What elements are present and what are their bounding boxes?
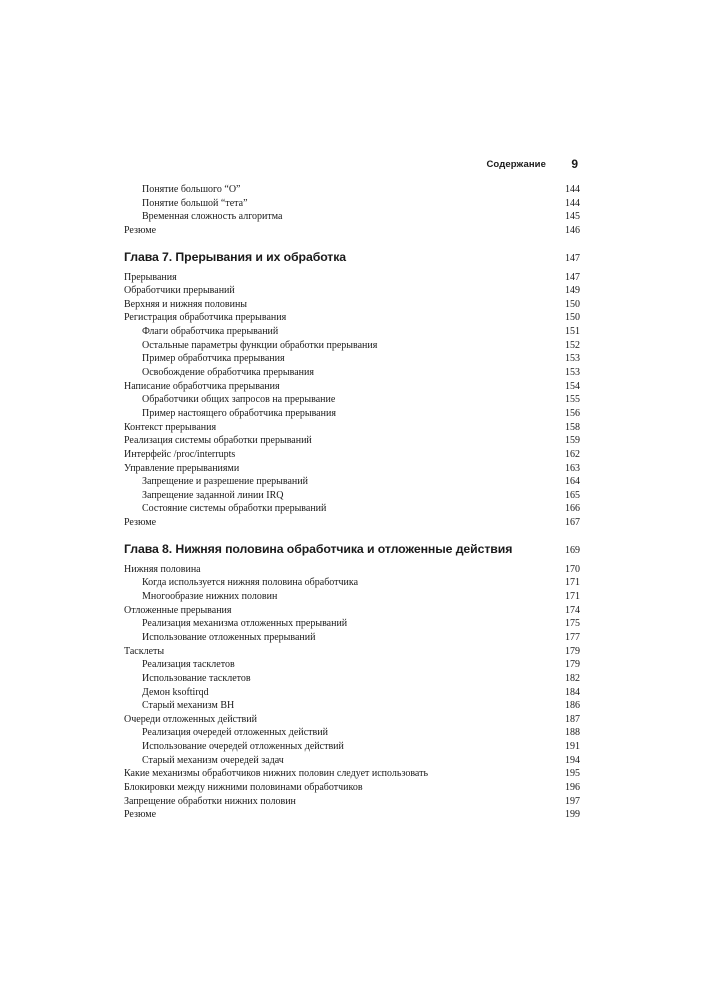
toc-entry-page: 196 bbox=[565, 781, 580, 793]
toc-entry bbox=[124, 645, 580, 659]
toc-subentry bbox=[124, 699, 580, 713]
toc-entry-title: Реализация тасклетов bbox=[142, 659, 235, 671]
toc-entry-page: 197 bbox=[565, 795, 580, 807]
toc-entry bbox=[124, 767, 580, 781]
toc-entry-title: Старый механизм BH bbox=[142, 700, 235, 712]
running-head bbox=[124, 157, 580, 173]
toc-entry-title: Прерывания bbox=[124, 271, 177, 283]
toc-entry-title: Верхняя и нижняя половины bbox=[124, 298, 248, 310]
toc-entry-title: Написание обработчика прерывания bbox=[124, 380, 280, 392]
toc-entry-page: 187 bbox=[565, 713, 580, 725]
toc-entry bbox=[124, 298, 580, 312]
toc-entry-page: 149 bbox=[565, 285, 580, 297]
toc-subentry bbox=[124, 617, 580, 631]
toc-entry-title: Очереди отложенных действий bbox=[124, 713, 257, 725]
toc-entry-page: 167 bbox=[565, 517, 580, 529]
toc-entry bbox=[124, 224, 580, 238]
toc-subentry bbox=[124, 631, 580, 645]
toc-entry-title: Флаги обработчика прерываний bbox=[142, 326, 279, 338]
toc-subentry bbox=[124, 489, 580, 503]
toc-entry-page: 179 bbox=[565, 645, 580, 657]
toc-subentry bbox=[124, 658, 580, 672]
toc-entry-title: Резюме bbox=[124, 809, 157, 821]
toc-subentry bbox=[124, 366, 580, 380]
toc-entry-title: Запрещение заданной линии IRQ bbox=[142, 489, 284, 501]
toc-entry bbox=[124, 448, 580, 462]
toc-subentry bbox=[124, 339, 580, 353]
toc-entry-title: Когда используется нижняя половина обработчика bbox=[142, 577, 359, 589]
toc-subentry bbox=[124, 352, 580, 366]
toc-subentry bbox=[124, 183, 580, 197]
toc-entry-page: 177 bbox=[565, 631, 580, 643]
toc-entry-title: Пример обработчика прерывания bbox=[142, 353, 285, 365]
toc-entry-title: Управление прерываниями bbox=[124, 462, 240, 474]
toc-entry-title: Отложенные прерывания bbox=[124, 604, 232, 616]
toc-subentry bbox=[124, 475, 580, 489]
toc-entry bbox=[124, 808, 580, 822]
toc-entry bbox=[124, 421, 580, 435]
toc-entry bbox=[124, 380, 580, 394]
toc-entry-title: Использование отложенных прерываний bbox=[142, 631, 316, 643]
toc-entry-page: 195 bbox=[565, 768, 580, 780]
toc-entry-title: Старый механизм очередей задач bbox=[142, 754, 284, 766]
toc-entry-page: 184 bbox=[565, 686, 580, 698]
toc-entry-title: Остальные параметры функции обработки прерывания bbox=[142, 339, 378, 351]
chapter-heading bbox=[124, 247, 580, 267]
toc-entry bbox=[124, 713, 580, 727]
toc-entry-page: 150 bbox=[565, 298, 580, 310]
toc-subentry bbox=[124, 740, 580, 754]
toc-entry bbox=[124, 781, 580, 795]
toc-entry-page: 150 bbox=[565, 312, 580, 324]
chapter-heading bbox=[124, 539, 580, 559]
toc-entry-page: 144 bbox=[565, 197, 580, 209]
toc-subentry bbox=[124, 197, 580, 211]
toc-entry-title: Использование очередей отложенных действий bbox=[142, 741, 344, 753]
page-number: 9 bbox=[571, 157, 578, 171]
toc-entry-title: Реализация очередей отложенных действий bbox=[142, 727, 328, 739]
toc-entry-title: Какие механизмы обработчиков нижних половин следует использовать bbox=[124, 768, 429, 780]
toc-entry-page: 158 bbox=[565, 421, 580, 433]
toc-entry-page: 145 bbox=[565, 211, 580, 223]
toc-subentry bbox=[124, 726, 580, 740]
toc-entry-page: 191 bbox=[565, 741, 580, 753]
toc-entry-page: 188 bbox=[565, 727, 580, 739]
toc-entry-page: 199 bbox=[565, 809, 580, 821]
toc-entry-page: 171 bbox=[565, 577, 580, 589]
toc-entry-title: Реализация системы обработки прерываний bbox=[124, 435, 312, 447]
toc-subentry bbox=[124, 502, 580, 516]
toc-entry-title: Пример настоящего обработчика прерывания bbox=[142, 407, 336, 419]
toc-entry-page: 163 bbox=[565, 462, 580, 474]
toc-entry-page: 146 bbox=[565, 224, 580, 236]
toc-entry-title: Резюме bbox=[124, 224, 157, 236]
toc-entry-title: Контекст прерывания bbox=[124, 421, 217, 433]
toc-entry-title: Состояние системы обработки прерываний bbox=[142, 503, 327, 515]
toc-entry-page: 170 bbox=[565, 563, 580, 575]
toc-entry-page: 194 bbox=[565, 754, 580, 766]
toc-entry-title: Регистрация обработчика прерывания bbox=[124, 312, 287, 324]
toc-entry-page: 159 bbox=[565, 435, 580, 447]
toc-entry bbox=[124, 516, 580, 530]
toc-entry-page: 153 bbox=[565, 353, 580, 365]
toc-entry-page: 162 bbox=[565, 448, 580, 460]
toc-entry-title: Обработчики общих запросов на прерывание bbox=[142, 394, 336, 406]
toc-subentry bbox=[124, 590, 580, 604]
toc-subentry bbox=[124, 686, 580, 700]
toc-entry-title: Нижняя половина bbox=[124, 563, 201, 575]
toc-entry bbox=[124, 284, 580, 298]
toc-entry-page: 144 bbox=[565, 184, 580, 195]
toc-entry-title: Реализация механизма отложенных прерываний bbox=[142, 618, 348, 630]
toc-entry bbox=[124, 271, 580, 285]
toc-page bbox=[124, 157, 580, 822]
toc-entry-page: 155 bbox=[565, 394, 580, 406]
toc-entry-page: 147 bbox=[565, 271, 580, 283]
toc-entry-title: Интерфейс /proc/interrupts bbox=[124, 448, 236, 460]
toc-entry-title: Запрещение обработки нижних половин bbox=[124, 795, 296, 807]
toc-entry-title: Демон ksoftirqd bbox=[142, 686, 209, 698]
toc-list bbox=[124, 183, 580, 822]
toc-entry-page: 179 bbox=[565, 659, 580, 671]
toc-entry-title: Тасклеты bbox=[124, 645, 165, 657]
toc-entry-title: Резюме bbox=[124, 517, 157, 529]
toc-entry-page: 182 bbox=[565, 672, 580, 684]
toc-entry bbox=[124, 434, 580, 448]
toc-entry-page: 153 bbox=[565, 367, 580, 379]
toc-subentry bbox=[124, 672, 580, 686]
toc-entry-title: Временная сложность алгоритма bbox=[142, 211, 283, 223]
toc-entry-page: 154 bbox=[565, 380, 580, 392]
toc-entry-page: 164 bbox=[565, 476, 580, 488]
toc-entry-page: 166 bbox=[565, 503, 580, 515]
toc-subentry bbox=[124, 325, 580, 339]
toc-entry-title: Обработчики прерываний bbox=[124, 285, 235, 297]
chapter-title: Глава 7. Прерывания и их обработка bbox=[124, 249, 347, 264]
toc-entry bbox=[124, 604, 580, 618]
toc-entry-page: 152 bbox=[565, 339, 580, 351]
toc-entry bbox=[124, 563, 580, 577]
running-head-title: Содержание bbox=[486, 159, 546, 170]
toc-entry bbox=[124, 795, 580, 809]
toc-entry-page: 175 bbox=[565, 618, 580, 630]
toc-entry-title: Блокировки между нижними половинами обработчиков bbox=[124, 781, 363, 793]
toc-entry-title: Освобождение обработчика прерывания bbox=[142, 367, 314, 379]
toc-entry-page: 165 bbox=[565, 489, 580, 501]
toc-entry bbox=[124, 311, 580, 325]
toc-entry-title: Понятие большой “тета” bbox=[142, 197, 248, 209]
toc-entry-title: Использование тасклетов bbox=[142, 672, 251, 684]
toc-subentry bbox=[124, 407, 580, 421]
toc-entry-title: Понятие большого “О” bbox=[142, 184, 241, 195]
toc-entry-title: Многообразие нижних половин bbox=[142, 591, 278, 603]
toc-subentry bbox=[124, 576, 580, 590]
toc-subentry bbox=[124, 393, 580, 407]
chapter-page: 147 bbox=[565, 252, 580, 264]
chapter-page: 169 bbox=[565, 544, 580, 556]
toc-entry-page: 156 bbox=[565, 407, 580, 419]
toc-entry-page: 151 bbox=[565, 326, 580, 338]
chapter-title: Глава 8. Нижняя половина обработчика и отложенные действия bbox=[124, 541, 513, 556]
toc-entry-page: 171 bbox=[565, 591, 580, 603]
toc-subentry bbox=[124, 754, 580, 768]
toc-entry-page: 174 bbox=[565, 604, 580, 616]
toc-entry bbox=[124, 462, 580, 476]
toc-entry-page: 186 bbox=[565, 700, 580, 712]
toc-entry-title: Запрещение и разрешение прерываний bbox=[142, 476, 308, 488]
toc-subentry bbox=[124, 210, 580, 224]
